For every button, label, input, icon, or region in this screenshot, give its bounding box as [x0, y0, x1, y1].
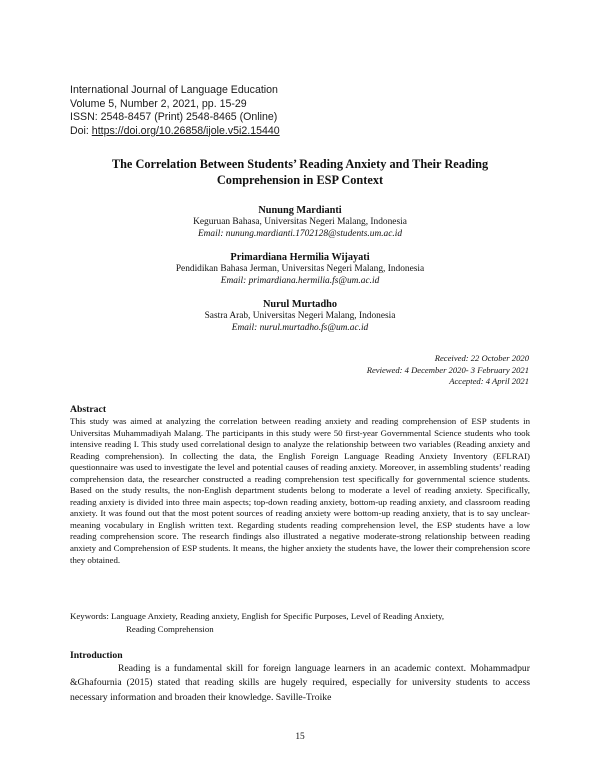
title-line-1: The Correlation Between Students’ Reading Anxiety and Their Reading — [111, 157, 489, 171]
received-date: Received: 22 October 2020 — [434, 353, 529, 363]
journal-name: International Journal of Language Education — [70, 84, 278, 96]
journal-header — [70, 84, 490, 138]
journal-issn: ISSN: 2548-8457 (Print) 2548-8465 (Online) — [70, 111, 278, 124]
abstract-text: This study was aimed at analyzing the correlation between reading anxiety and reading comprehension of ESP students in Universitas Muhammadiyah Malang. The participants in this study were 50 first-year Governmental Science students who took intensive reading I. This study used correlational design to analyze the relationship between two variables (Reading anxiety and Reading comprehension). In collecting the data, the English Foreign Language Reading Anxiety Inventory (EFLRAI) questionnaire was used to investigate the level and potential causes of reading anxiety. Moreover, in assembling students’ reading comprehension data, the researcher constructed a reading comprehension test specifically for governmental science students. Based on the study results, the non-English department students belong to moderate a level of reading anxiety. Specifically, reading anxiety is divided into three main aspects; top-down reading anxiety, bottom-up reading anxiety, and classroom reading anxiety. It was found out that the most potent sources of reading anxiety were bottom-up reading anxiety, that is to say unclear-meaning vocabulary in English written text. Regarding students reading comprehension level, the ESP students have a low reading comprehension score. The research findings also illustrated a negative moderate-strong relationship between reading anxiety and Comprehension of ESP students. It means, the higher anxiety the students have, the lower their comprehension score they obtained. — [70, 416, 530, 565]
author-block — [70, 204, 530, 240]
keywords-line-1: Language Anxiety, Reading anxiety, English for Specific Purposes, Level of Reading Anxiety, — [108, 611, 445, 621]
author-name: Primardiana Hermilia Wijayati — [230, 252, 370, 263]
author-block — [70, 251, 530, 287]
doi-link[interactable]: https://doi.org/10.26858/ijole.v5i2.15440 — [91, 124, 280, 137]
author-name: Nunung Mardianti — [258, 205, 342, 216]
author-email: Email: primardiana.hermilia.fs@um.ac.id — [220, 275, 380, 286]
submission-dates — [367, 353, 529, 388]
author-affiliation: Sastra Arab, Universitas Negeri Malang, Indonesia — [204, 311, 396, 321]
author-block — [70, 298, 530, 334]
introduction-text: Reading is a fundamental skill for foreign language learners in an academic context. Mohammadpur &Ghafournia (2015) stated that reading skills are hugely required, especially for university students to access necessary information and broaden their knowledge. Saville-Troike — [70, 663, 530, 703]
paper-title — [70, 156, 530, 188]
page-number: 15 — [295, 732, 305, 742]
author-name: Nurul Murtadho — [262, 299, 338, 310]
accepted-date: Accepted: 4 April 2021 — [449, 376, 529, 387]
reviewed-date: Reviewed: 4 December 2020- 3 February 2021 — [366, 364, 529, 375]
journal-volume: Volume 5, Number 2, 2021, pp. 15-29 — [70, 97, 247, 110]
author-affiliation: Keguruan Bahasa, Universitas Negeri Malang, Indonesia — [193, 217, 407, 227]
doi-label: Doi: — [70, 124, 92, 137]
keywords-line-2: Reading Comprehension — [126, 623, 214, 634]
introduction-paragraph — [70, 662, 530, 705]
author-email: Email: nurul.murtadho.fs@um.ac.id — [231, 322, 369, 333]
author-email: Email: nunung.mardianti.1702128@students.um.ac.id — [197, 228, 403, 239]
keywords — [70, 610, 530, 635]
abstract-heading: Abstract — [70, 404, 107, 415]
title-line-2: Comprehension in ESP Context — [216, 173, 384, 187]
introduction-heading: Introduction — [70, 650, 123, 661]
author-affiliation: Pendidikan Bahasa Jerman, Universitas Negeri Malang, Indonesia — [175, 264, 425, 274]
journal-doi — [70, 125, 490, 139]
keywords-label: Keywords: — [70, 611, 109, 621]
